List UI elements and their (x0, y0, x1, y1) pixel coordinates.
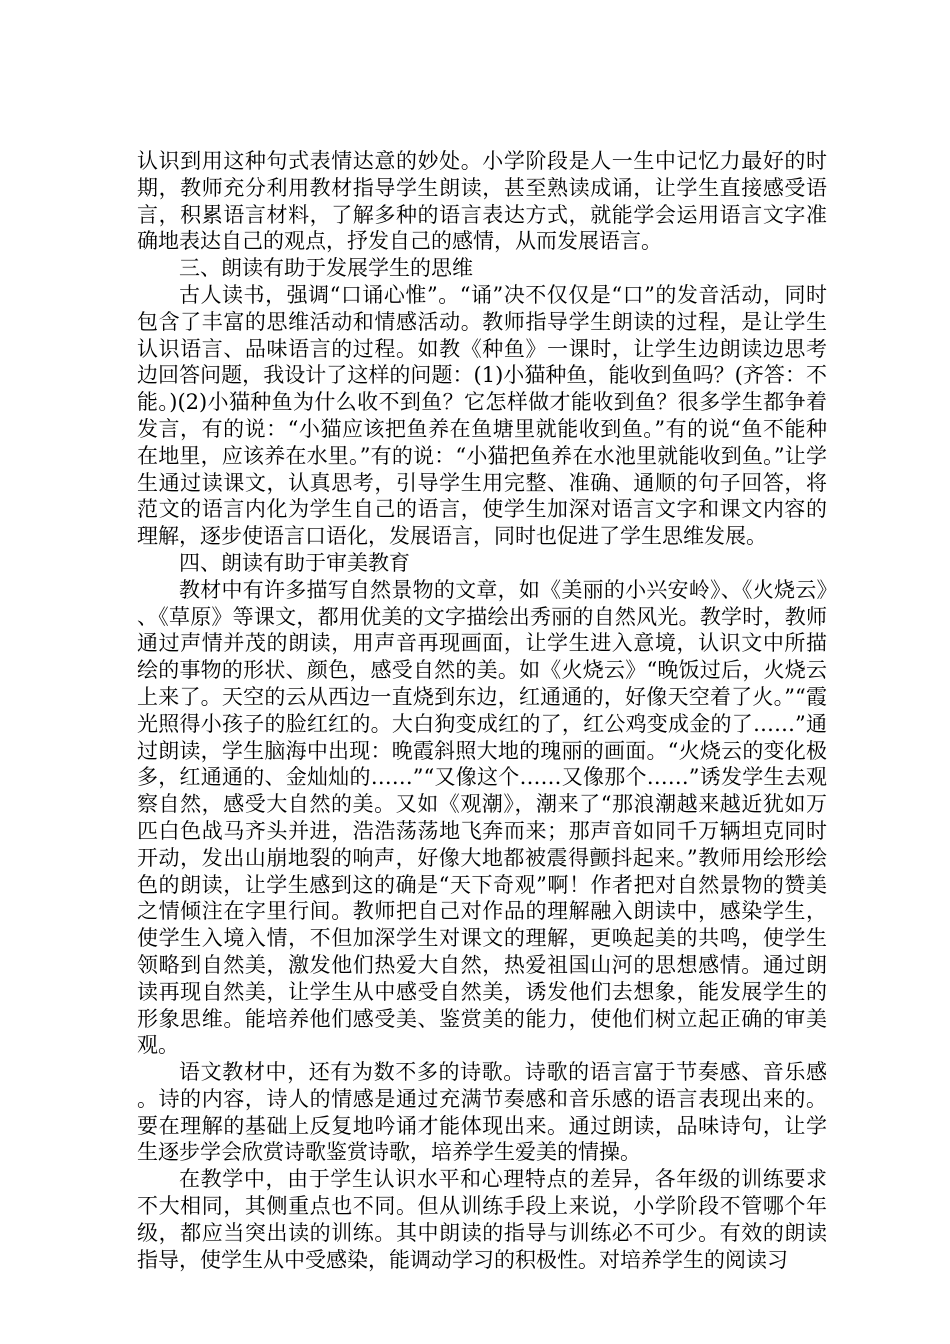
paragraph-poetry: 语文教材中，还有为数不多的诗歌。诗歌的语言富于节奏感、音乐感。诗的内容，诗人的情感是通过充满节奏感和音乐感的语言表现出来的。要在理解的基础上反复地吟诵才能体现出来。通过朗读，品味诗句，让学生逐步学会欣赏诗歌鉴赏诗歌，培养学生爱美的情操。 (137, 1060, 827, 1165)
paragraph-intro: 认识到用这种句式表情达意的妙处。小学阶段是人一生中记忆力最好的时期，教师充分利用教材指导学生朗读，甚至熟读成诵，让学生直接感受语言，积累语言材料，了解多种的语言表达方式，就能学会运用语言文字准确地表达自己的观点，抒发自己的感情，从而发展语言。 (137, 149, 827, 254)
paragraph-aesthetics: 教材中有许多描写自然景物的文章，如《美丽的小兴安岭》、《火烧云》、《草原》等课文，都用优美的文字描绘出秀丽的自然风光。教学时，教师通过声情并茂的朗读，用声音再现画面，让学生进入意境，认识文中所描绘的事物的形状、颜色，感受自然的美。如《火烧云》“晚饭过后，火烧云上来了。天空的云从西边一直烧到东边，红通通的，好像天空着了火。”“霞光照得小孩子的脸红红的。大白狗变成红的了，红公鸡变成金的了……”通过朗读，学生脑海中出现：晚霞斜照大地的瑰丽的画面。“火烧云的变化极多，红通通的、金灿灿的……”“又像这个……又像那个……”诱发学生去观察自然，感受大自然的美。又如《观潮》，潮来了“那浪潮越来越近犹如万匹白色战马齐头并进，浩浩荡荡地飞奔而来；那声音如同千万辆坦克同时开动，发出山崩地裂的响声，好像大地都被震得颤抖起来。”教师用绘形绘色的朗读，让学生感到这的确是“天下奇观”啊！作者把对自然景物的赞美之情倾注在字里行间。教师把自己对作品的理解融入朗读中，感染学生，使学生入境入情，不但加深学生对课文的理解，更唤起美的共鸣，使学生领略到自然美，激发他们热爱大自然，热爱祖国山河的思想感情。通过朗读再现自然美，让学生从中感受自然美，诱发他们去想象，能发展学生的形象思维。能培养他们感受美、鉴赏美的能力，使他们树立起正确的审美观。 (137, 577, 827, 1058)
paragraph-teaching: 在教学中，由于学生认识水平和心理特点的差异，各年级的训练要求不大相同，其侧重点也不同。但从训练手段上来说，小学阶段不管哪个年级，都应当突出读的训练。其中朗读的指导与训练必不可少。有效的朗读指导，使学生从中受感染，能调动学习的积极性。对培养学生的阅读习 (137, 1167, 827, 1272)
paragraph-thinking: 古人读书，强调“口诵心惟”。“诵”决不仅仅是“口”的发音活动，同时包含了丰富的思维活动和情感活动。教师指导学生朗读的过程，是让学生认识语言、品味语言的过程。如教《种鱼》一课时，让学生边朗读边思考边回答问题，我设计了这样的问题：(1)小猫种鱼，能收到鱼吗？(齐答：不能。)(2)小猫种鱼为什么收不到鱼？它怎样做才能收到鱼？很多学生都争着发言，有的说：“小猫应该把鱼养在鱼塘里就能收到鱼。”有的说“鱼不能种在地里，应该养在水里。”有的说：“小猫把鱼养在水池里就能收到鱼。”让学生通过读课文，认真思考，引导学生用完整、准确、通顺的句子回答，将范文的语言内化为学生自己的语言，使学生加深对语言文字和课文内容的理解，逐步使语言口语化，发展语言，同时也促进了学生思维发展。 (137, 282, 827, 549)
section-heading-thinking: 三、朗读有助于发展学生的思维 (179, 256, 473, 281)
document-body (137, 148, 827, 1273)
section-heading-aesthetics: 四、朗读有助于审美教育 (179, 550, 410, 575)
